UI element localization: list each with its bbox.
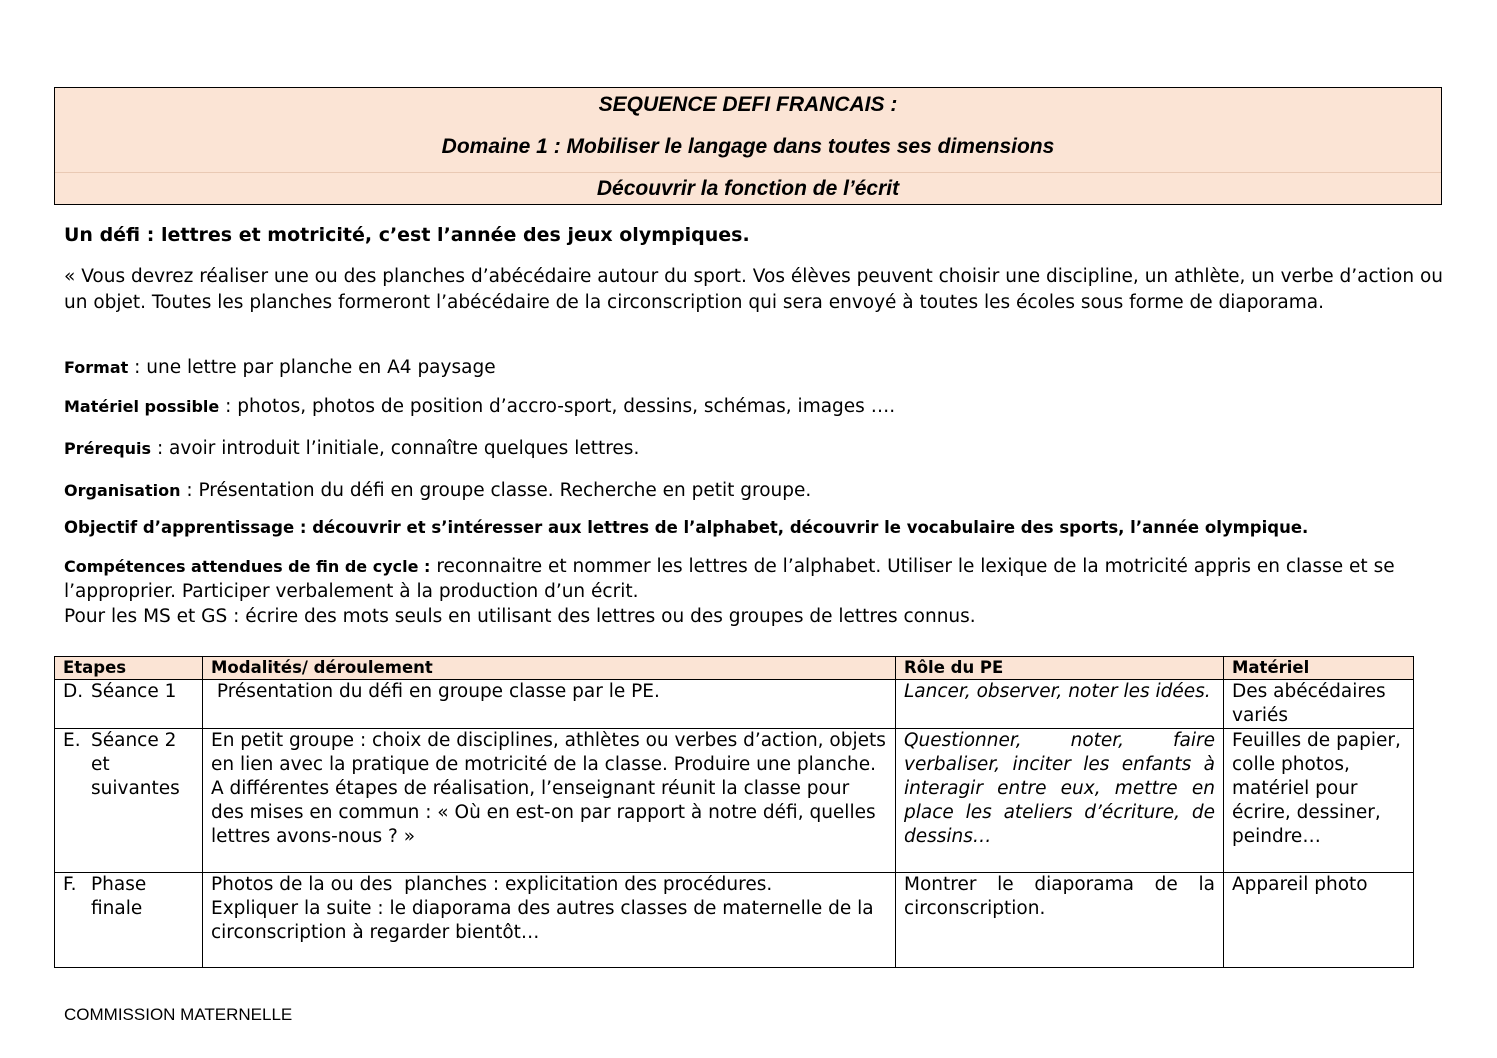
role-cell: Montrer le diaporama de la circonscription.: [896, 873, 1224, 968]
learning-objective: Objectif d’apprentissage : découvrir et s’intéresser aux lettres de l’alphabet, découvrir le vocabulaire des sports, l’année olympique.: [64, 518, 1309, 537]
table-row: [55, 873, 1414, 968]
materiel-line: [64, 396, 1444, 417]
organisation-line: [64, 480, 1444, 501]
materiel-value: : photos, photos de position d’accro-sport, dessins, schémas, images ….: [219, 396, 896, 417]
step-name: Séance 1: [91, 681, 177, 702]
step-letter: D.: [63, 681, 84, 702]
organisation-value: : Présentation du défi en groupe classe. Recherche en petit groupe.: [180, 480, 812, 501]
step-name: Séance 2 et suivantes: [91, 730, 180, 799]
step-cell: [55, 729, 203, 873]
materiel-cell: Des abécédaires variés: [1224, 680, 1414, 729]
prerequis-line: [64, 438, 1444, 459]
step-name: Phase finale: [91, 874, 147, 919]
steps-table: [54, 656, 1414, 968]
step-letter: E.: [63, 730, 81, 751]
modalites-cell: [203, 729, 896, 873]
header-divider: [55, 172, 1441, 173]
materiel-cell: Appareil photo: [1224, 873, 1414, 968]
sequence-header: [54, 87, 1442, 205]
modalites-paragraph: Expliquer la suite : le diaporama des autres classes de maternelle de la circonscription à regarder bientôt…: [211, 898, 874, 943]
materiel-cell: Feuilles de papier, colle photos, matériel pour écrire, dessiner, peindre…: [1224, 729, 1414, 873]
format-label: Format: [64, 358, 129, 377]
format-value: : une lettre par planche en A4 paysage: [128, 357, 496, 378]
header-role: Rôle du PE: [896, 657, 1224, 680]
table-header-row: [55, 657, 1414, 680]
challenge-quote: « Vous devrez réaliser une ou des planches d’abécédaire autour du sport. Vos élèves peuvent choisir une discipline, un athlète, un verbe d’action ou un objet. Toutes les planches formeront l’abécédaire de la circonscription qui sera envoyé à toutes les écoles sous forme de diaporama.: [64, 266, 1444, 313]
prerequis-label: Prérequis: [64, 439, 152, 458]
materiel-label: Matériel possible: [64, 397, 220, 416]
competences-label: Compétences attendues de fin de cycle :: [64, 557, 431, 576]
challenge-title: Un défi : lettres et motricité, c’est l’année des jeux olympiques.: [64, 224, 750, 246]
modalites-paragraph: A différentes étapes de réalisation, l’enseignant réunit la classe pour des mises en commun : « Où en est-on par rapport à notre défi, quelles lettres avons-nous ? »: [211, 778, 876, 847]
header-materiel: Matériel: [1224, 657, 1414, 680]
modalites-cell: [203, 873, 896, 968]
organisation-label: Organisation: [64, 481, 181, 500]
prerequis-value: : avoir introduit l’initiale, connaître quelques lettres.: [151, 438, 640, 459]
header-modalites: Modalités/ déroulement: [203, 657, 896, 680]
step-letter: F.: [63, 874, 77, 895]
page-footer: COMMISSION MATERNELLE: [64, 1005, 293, 1024]
competences-value: reconnaitre et nommer les lettres de l’alphabet. Utiliser le lexique de la motricité appris en classe et se l’approprier. Participer verbalement à la production d’un écrit.: [64, 556, 1395, 602]
competences-extra: Pour les MS et GS : écrire des mots seuls en utilisant des lettres ou des groupes de lettres connus.: [64, 606, 976, 627]
role-cell: Questionner, noter, faire verbaliser, inciter les enfants à interagir entre eux, mettre en place les ateliers d’écriture, de dessins…: [896, 729, 1224, 873]
table-row: [55, 729, 1414, 873]
header-domain: Domaine 1 : Mobiliser le langage dans toutes ses dimensions: [441, 135, 1055, 158]
header-etapes: Etapes: [55, 657, 203, 680]
header-title: SEQUENCE DEFI FRANCAIS :: [598, 93, 898, 116]
format-line: [64, 357, 1444, 378]
role-cell: Lancer, observer, noter les idées.: [896, 680, 1224, 729]
step-cell: [55, 680, 203, 729]
modalites-paragraph: En petit groupe : choix de disciplines, athlètes ou verbes d’action, objets en lien avec la pratique de motricité de la classe. Produire une planche.: [211, 730, 886, 775]
step-cell: [55, 873, 203, 968]
table-row: [55, 680, 1414, 729]
competences-block: [64, 554, 1444, 629]
header-subtitle: Découvrir la fonction de l’écrit: [596, 177, 900, 200]
modalites-cell: Présentation du défi en groupe classe par le PE.: [203, 680, 896, 729]
modalites-paragraph: Photos de la ou des planches : explicitation des procédures.: [211, 874, 773, 895]
